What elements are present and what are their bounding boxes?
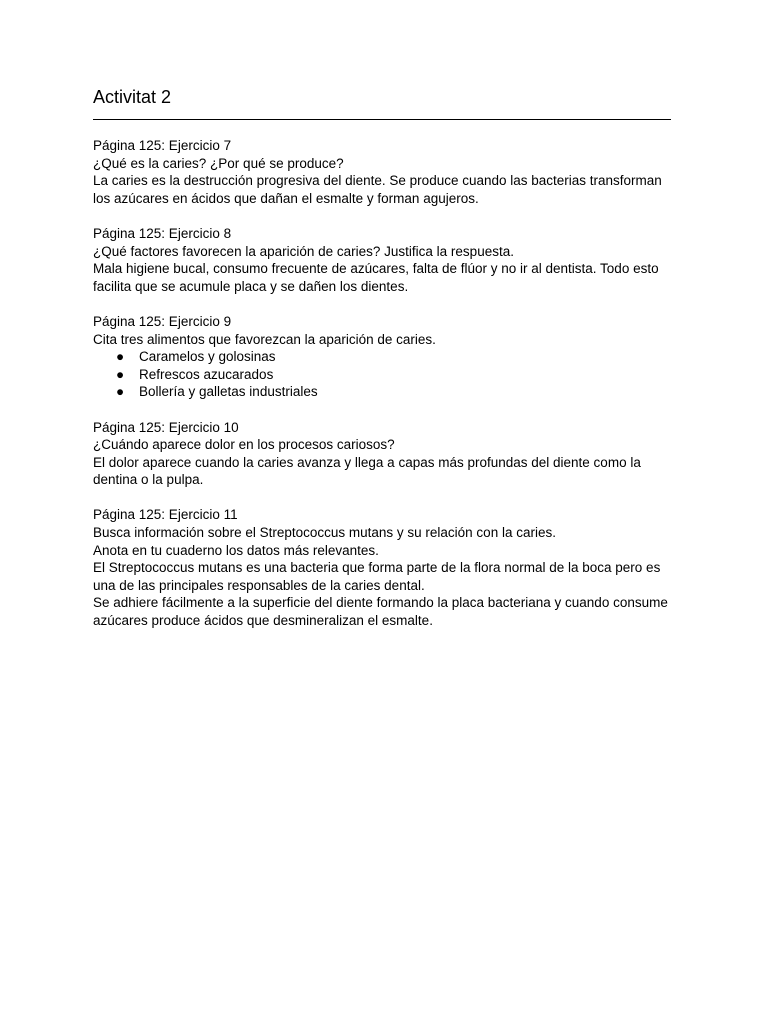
exercise-7 [93, 137, 673, 207]
list-item [93, 383, 673, 401]
exercise-question: Cita tres alimentos que favorezcan la aparición de caries. [93, 331, 436, 347]
exercise-question: ¿Cuándo aparece dolor en los procesos cariosos? [93, 437, 395, 453]
food-list [93, 348, 673, 401]
exercise-question: ¿Qué es la caries? ¿Por qué se produce? [93, 155, 344, 171]
exercise-answer: Mala higiene bucal, consumo frecuente de azúcares, falta de flúor y no ir al dentista. Todo esto facilita que se acumule placa y se dañen los dientes. [93, 261, 659, 294]
exercise-question: ¿Qué factores favorecen la aparición de caries? Justifica la respuesta. [93, 243, 514, 259]
exercise-8 [93, 225, 673, 295]
exercise-9 [93, 313, 673, 401]
bullet-icon: ● [116, 349, 125, 365]
list-item-text: Bollería y galletas industriales [139, 384, 318, 400]
list-item [93, 348, 673, 366]
document-title: Activitat 2 [93, 87, 172, 107]
exercise-heading: Página 125: Ejercicio 9 [93, 313, 232, 329]
exercise-question: Busca información sobre el Streptococcus mutans y su relación con la caries. [93, 525, 556, 541]
exercise-answer: El dolor aparece cuando la caries avanza y llega a capas más profundas del diente como la dentina o la pulpa. [93, 454, 641, 488]
document-page [93, 86, 673, 630]
exercise-answer: El Streptococcus mutans es una bacteria que forma parte de la flora normal de la boca pero es una de las principales responsables de la caries dental. [93, 560, 661, 593]
exercise-answer: La caries es la destrucción progresiva del diente. Se produce cuando las bacterias transforman los azúcares en ácidos que dañan el esmalte y forman agujeros. [93, 173, 662, 206]
bullet-icon: ● [116, 384, 125, 400]
exercise-heading: Página 125: Ejercicio 8 [93, 225, 232, 241]
exercise-heading: Página 125: Ejercicio 11 [93, 507, 238, 523]
list-item-text: Refrescos azucarados [139, 366, 274, 382]
list-item [93, 366, 673, 384]
exercise-heading: Página 125: Ejercicio 10 [93, 419, 239, 435]
list-item-text: Caramelos y golosinas [139, 349, 276, 365]
bullet-icon: ● [116, 366, 125, 382]
exercise-answer-secondary: Se adhiere fácilmente a la superficie del diente formando la placa bacteriana y cuando consume azúcares produce ácidos que desmineralizan el esmalte. [93, 595, 668, 629]
title-divider [93, 119, 671, 120]
exercise-question-secondary: Anota en tu cuaderno los datos más relevantes. [93, 542, 379, 558]
exercise-10 [93, 419, 673, 489]
exercise-heading: Página 125: Ejercicio 7 [93, 138, 232, 153]
exercise-11 [93, 506, 673, 629]
